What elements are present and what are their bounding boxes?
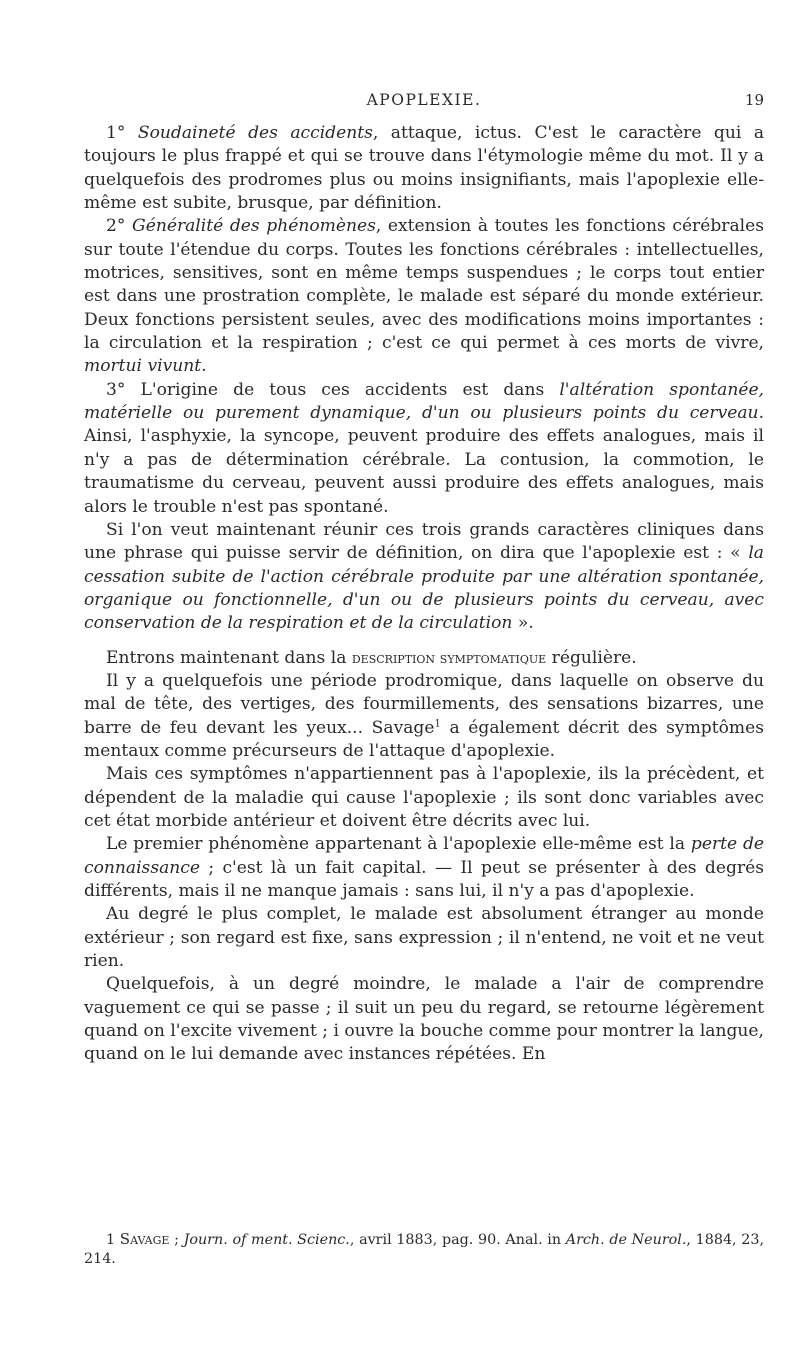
text-run: régulière. bbox=[546, 647, 637, 668]
paragraph-prodromes bbox=[84, 670, 764, 763]
text-run: 1 bbox=[106, 1232, 120, 1248]
text-run: 2° bbox=[106, 216, 133, 237]
footnote-1 bbox=[84, 1230, 764, 1269]
text-run: a également décrit des symptômes mentaux comme précurseurs de l'attaque d'apoplexie. bbox=[84, 717, 764, 761]
text-run: Le premier phénomène appartenant à l'apoplexie elle-même est la bbox=[106, 834, 691, 855]
text-run: 3° L'origine de tous ces accidents est dans bbox=[106, 379, 560, 400]
running-head: APOPLEXIE. bbox=[366, 91, 482, 109]
italic-run: Généralité des phénomènes bbox=[132, 216, 376, 237]
small-caps-run: description symptomatique bbox=[351, 648, 547, 667]
italic-run: Soudaineté des accidents bbox=[137, 123, 373, 143]
text-run: . bbox=[201, 356, 207, 377]
small-caps-run: Savage bbox=[119, 1230, 170, 1248]
text-run: , 1884, 23, 214. bbox=[84, 1232, 765, 1267]
text-run: Il y a quelquefois une période prodromique, dans laquelle on observe du mal de tête, des vertiges, des fourmillements, des sensations bizarres, une barre de feu devant les yeux... Savage bbox=[84, 670, 764, 738]
footnote bbox=[84, 1230, 764, 1269]
page-header bbox=[84, 91, 764, 117]
italic-run: Journ. of ment. Scienc. bbox=[183, 1232, 350, 1248]
text-run: ». bbox=[512, 613, 534, 634]
paragraph-definition bbox=[84, 519, 764, 636]
text-run: , extension à toutes les fonctions cérébrales sur toute l'étendue du corps. Toutes les fonctions cérébrales : intellectuelles, motrices, sensitives, sont en même temps suspendues ; le corps tout entier est dans une prostration complète, le malade est séparé du monde extérieur. Deux fonctions persistent seules, avec des modifications moins importantes : la circulation et la respiration ; c'est ce qui permet à ces morts de vivre, bbox=[84, 216, 765, 354]
text-run: Quelquefois, à un degré moindre, le malade a l'air de comprendre vaguement ce qui se passe ; il suit un peu du regard, se retourne légèrement quand on l'excite vivement ; i ouvre la bouche comme pour montrer la langue, quand on le lui demande avec instances répétées. En bbox=[84, 974, 764, 1065]
paragraph-1-soudainete bbox=[84, 122, 764, 215]
paragraph-perte-connaissance bbox=[84, 833, 764, 903]
text-run: ; bbox=[169, 1232, 184, 1248]
italic-run: l'altération spontanée, matérielle ou purement dynamique, d'un ou plusieurs points du cerveau bbox=[84, 379, 764, 424]
text-run: , avril 1883, pag. 90. Anal. in bbox=[349, 1232, 566, 1248]
italic-run: la cessation subite de l'action cérébrale produite par une altération spontanée, organique ou fonctionnelle, d'un ou de plusieurs points du cerveau, avec conservation de la respiration et de la circulation bbox=[84, 543, 764, 634]
text-run: Au degré le plus complet, le malade est absolument étranger au monde extérieur ; son regard est fixe, sans expression ; il n'entend, ne voit et ne veut rien. bbox=[84, 904, 764, 972]
paragraph-3-origine bbox=[84, 379, 764, 519]
paragraph-degre-moindre bbox=[84, 973, 764, 1066]
italic-run: Arch. de Neurol. bbox=[565, 1232, 687, 1248]
footnote-ref: 1 bbox=[434, 717, 441, 729]
paragraph-2-generalite bbox=[84, 215, 764, 378]
text-run: Si l'on veut maintenant réunir ces trois grands caractères cliniques dans une phrase qui puisse servir de définition, on dira que l'apoplexie est : « bbox=[84, 519, 764, 564]
body-text bbox=[84, 122, 764, 1067]
text-run: , attaque, ictus. C'est le caractère qui a toujours le plus frappé et qui se trouve dans l'étymologie même du mot. Il y a quelquefois des prodromes plus ou moins insignifiants, mais l'apoplexie elle-même est subite, brusque, par définition. bbox=[84, 123, 765, 214]
text-run: 1° bbox=[106, 123, 138, 143]
text-run: . Ainsi, l'asphyxie, la syncope, peuvent produire des effets analogues, mais il n'y a pas de détermination cérébrale. La contusion, la commotion, le traumatisme du cerveau, peuvent aussi produire des effets analogues, mais alors le trouble n'est pas spontané. bbox=[84, 403, 764, 517]
italic-run: mortui vivunt bbox=[84, 356, 202, 377]
paragraph-description bbox=[84, 647, 764, 670]
text-run: Entrons maintenant dans la bbox=[106, 647, 352, 668]
page-number: 19 bbox=[744, 91, 764, 109]
paragraph-symptomes bbox=[84, 763, 764, 833]
text-run: Mais ces symptômes n'appartiennent pas à l'apoplexie, ils la précèdent, et dépendent de la maladie qui cause l'apoplexie ; ils sont donc variables avec cet état morbide antérieur et doivent être décrits avec lui. bbox=[84, 764, 764, 831]
paragraph-degre-complet bbox=[84, 903, 764, 973]
text-run: ; c'est là un fait capital. — Il peut se présenter à des degrés différents, mais il ne manque jamais : sans lui, il n'y a pas d'apoplexie. bbox=[84, 857, 764, 901]
italic-run: perte de connaissance bbox=[84, 834, 764, 878]
